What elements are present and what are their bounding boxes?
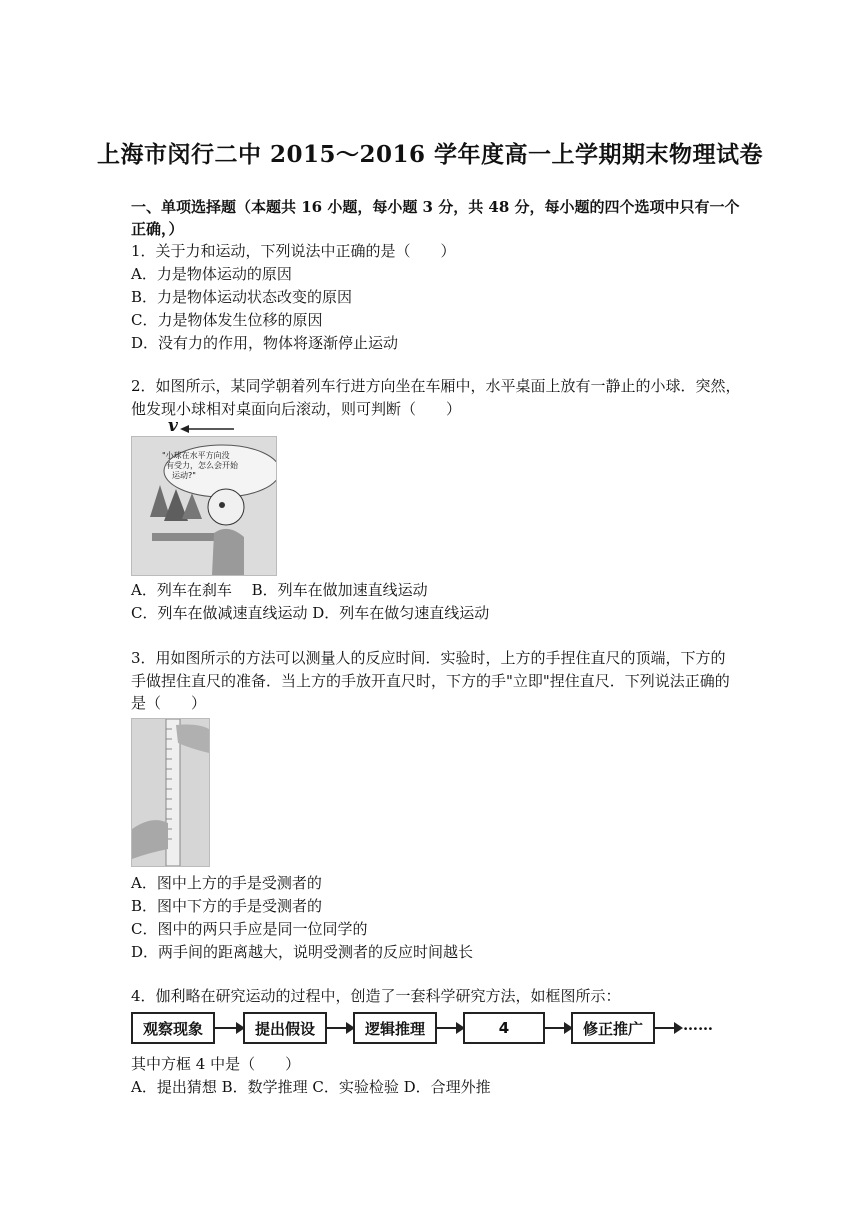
q2-stem-line1: 2．如图所示，某同学朝着列车行进方向坐在车厢中，水平桌面上放有一静止的小球．突然， — [131, 377, 741, 395]
q1-option-a: A．力是物体运动的原因 — [131, 265, 292, 283]
q4-stem: 4．伽利略在研究运动的过程中，创造了一套科学研究方法，如框图所示： — [131, 987, 621, 1005]
q2-stem-line2: 他发现小球相对桌面向后滚动，则可判断（ ） — [131, 400, 462, 418]
page-title: 上海市闵行二中 2015～2016 学年度高一上学期期末物理试卷 — [96, 141, 764, 168]
q2-options-line1: A．列车在刹车 B．列车在做加速直线运动 — [131, 581, 428, 599]
flow-box-generalize: 修正推广 — [571, 1012, 655, 1044]
flow-arrow-icon — [327, 1027, 353, 1029]
train-student-illustration — [131, 436, 277, 576]
q1-option-d: D．没有力的作用，物体将逐渐停止运动 — [131, 334, 399, 352]
q3-stem-line1: 3．用如图所示的方法可以测量人的反应时间．实验时，上方的手捏住直尺的顶端，下方的 — [131, 649, 726, 667]
velocity-arrow-icon — [180, 422, 236, 436]
flow-box-4: 4 — [463, 1012, 545, 1044]
q1-option-b: B．力是物体运动状态改变的原因 — [131, 288, 353, 306]
q4-sub: 其中方框 4 中是（ ） — [131, 1055, 301, 1073]
velocity-label: v — [168, 416, 178, 436]
bubble-line3: 运动?" — [172, 471, 196, 480]
q1-stem: 1．关于力和运动，下列说法中正确的是（ ） — [131, 242, 456, 260]
flow-ellipsis: …… — [683, 1016, 713, 1034]
q3-option-c: C．图中的两只手应是同一位同学的 — [131, 920, 368, 938]
flow-arrow-icon — [437, 1027, 463, 1029]
q4-options: A．提出猜想 B．数学推理 C．实验检验 D．合理外推 — [131, 1078, 491, 1096]
bubble-line1: "小球在水平方向没 — [162, 451, 230, 460]
bubble-line2: 有受力，怎么会开始 — [166, 461, 238, 470]
q3-option-a: A．图中上方的手是受测者的 — [131, 874, 322, 892]
section-heading-line2: 正确，） — [131, 220, 184, 238]
q1-option-c: C．力是物体发生位移的原因 — [131, 311, 323, 329]
section-heading-line1: 一、单项选择题（本题共 16 小题，每小题 3 分，共 48 分，每小题的四个选项中只有一个 — [131, 198, 740, 216]
flow-box-observe: 观察现象 — [131, 1012, 215, 1044]
q2-options-line2: C．列车在做减速直线运动 D．列车在做匀速直线运动 — [131, 604, 490, 622]
q3-option-d: D．两手间的距离越大，说明受测者的反应时间越长 — [131, 943, 474, 961]
flow-arrow-icon — [655, 1027, 681, 1029]
flow-arrow-icon — [215, 1027, 243, 1029]
flow-box-reasoning: 逻辑推理 — [353, 1012, 437, 1044]
ruler-hands-photo — [131, 718, 210, 867]
q3-option-b: B．图中下方的手是受测者的 — [131, 897, 323, 915]
q3-stem-line2: 手做捏住直尺的准备．当上方的手放开直尺时，下方的手"立即"捏住直尺．下列说法正确的 — [131, 672, 730, 690]
ruler-photo-icon — [132, 719, 209, 866]
flow-box-hypothesis: 提出假设 — [243, 1012, 327, 1044]
q3-stem-line3: 是（ ） — [131, 694, 207, 712]
flow-arrow-icon — [545, 1027, 571, 1029]
